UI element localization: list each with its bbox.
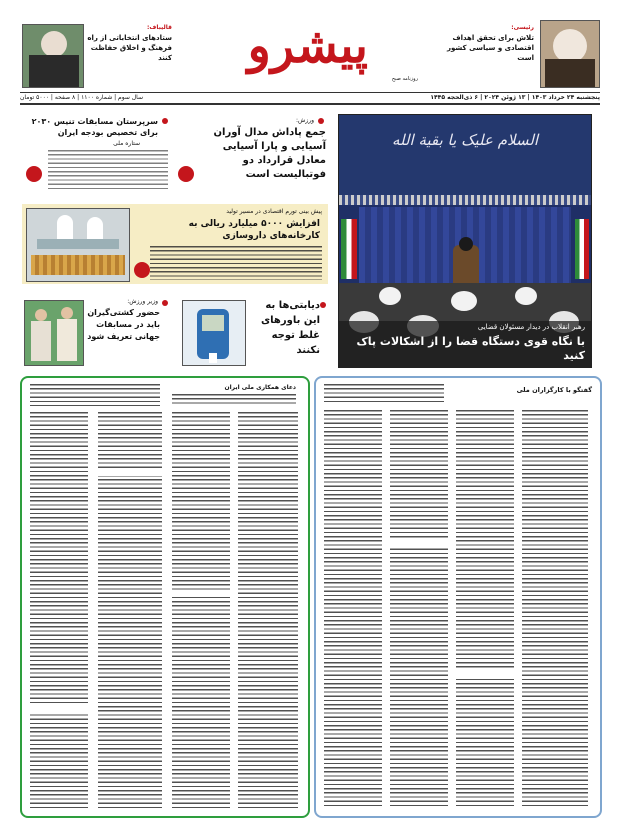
- blue-text-col-4: [522, 410, 588, 808]
- competition-sub: ستاره ملی: [113, 140, 140, 147]
- top-left-portrait: [22, 24, 84, 88]
- hero-caption-kicker: رهبر انقلاب در دیدار مسئولان قضایی: [477, 323, 585, 331]
- competition-text: [48, 150, 168, 190]
- medals-kicker: ورزش:: [295, 117, 314, 124]
- medals-headline[interactable]: جمع پاداش مدال آوران آسیایی و پارا آسیایی معادل قرارداد دو فوتبالیست است: [213, 127, 326, 180]
- masthead-tagline: روزنامه صبح: [391, 76, 418, 82]
- blue-column-title[interactable]: گفتگو با کارگزاران ملی: [516, 386, 592, 394]
- medals-red-dot: [318, 118, 324, 124]
- flag-left: [341, 219, 357, 279]
- blue-text-col-3: [456, 410, 514, 808]
- green-column-subtitle: [172, 394, 296, 404]
- hero-photo[interactable]: [338, 114, 592, 368]
- top-right-teaser-label: رئیسی:: [511, 24, 534, 31]
- green-text-col-4: [238, 412, 298, 808]
- green-text-col-1: [30, 412, 88, 808]
- green-far-left-header: [30, 384, 160, 406]
- top-left-teaser-label: قالیباف:: [147, 24, 172, 31]
- wrestling-red-dot: [162, 300, 168, 306]
- blue-text-col-1: [324, 410, 382, 808]
- blue-text-col-2: [390, 410, 448, 808]
- medals-page-badge[interactable]: [178, 166, 194, 182]
- newspaper-logo[interactable]: پیشرو: [247, 18, 368, 74]
- top-left-teaser-headline[interactable]: ستادهای انتخاباتی از راه فرهنگ و اخلاق حفاظت کنند: [87, 34, 172, 62]
- factory-page-badge[interactable]: [134, 262, 150, 278]
- masthead: [0, 0, 620, 110]
- wrestling-headline[interactable]: حضور کشتی‌گیران باید در مسابقات جهانی تعریف شود: [87, 308, 160, 341]
- hero-caption-headline[interactable]: با نگاه قوی دستگاه قضا را از اشکالات پاک کنید: [356, 335, 585, 362]
- glucometer-photo[interactable]: [182, 300, 246, 366]
- factory-kicker: پیش بینی تورم اقتصادی در مسیر تولید: [226, 208, 322, 215]
- issue-line: سال سوم | شماره ۱۱۰۰ | ۸ صفحه | ۵۰۰۰ تومان: [20, 94, 144, 101]
- hero-banner: [339, 115, 591, 195]
- factory-headline[interactable]: افزایش ۵۰۰۰ میلیارد ریالی به کارخانه‌های داروسازی: [188, 219, 320, 241]
- wrestling-photo[interactable]: [24, 300, 84, 366]
- wrestling-kicker: وزیر ورزش:: [127, 298, 158, 305]
- date-line: پنجشنبه ۲۴ خرداد ۱۴۰۳ | ۱۳ ژوئن ۲۰۲۴ | ۶ ذی‌الحجه ۱۴۴۵: [430, 94, 600, 101]
- factory-photo[interactable]: [26, 208, 130, 282]
- competition-page-badge[interactable]: [26, 166, 42, 182]
- competition-headline[interactable]: سرپرستان مسابقات تنیس ۲۰۳۰ برای تخصیص بودجه ایران: [31, 117, 158, 137]
- factory-text: [150, 246, 322, 280]
- diabetes-headline[interactable]: دیابتی‌ها به این باورهای غلط توجه نکنند: [261, 300, 320, 356]
- green-text-col-3: [172, 412, 230, 808]
- diabetes-red-dot: [320, 302, 326, 308]
- hero-banner-text: السلام علیک یا بقیة الله: [391, 131, 539, 149]
- top-right-teaser-headline[interactable]: تلاش برای تحقق اهداف اقتصادی و سیاسی کشور است: [447, 34, 534, 62]
- green-column-title[interactable]: دعای همکاری ملی ایران: [224, 384, 296, 391]
- blue-left-header: [324, 384, 444, 404]
- top-right-portrait: [540, 20, 600, 88]
- competition-red-dot: [162, 118, 168, 124]
- flag-right: [575, 219, 589, 279]
